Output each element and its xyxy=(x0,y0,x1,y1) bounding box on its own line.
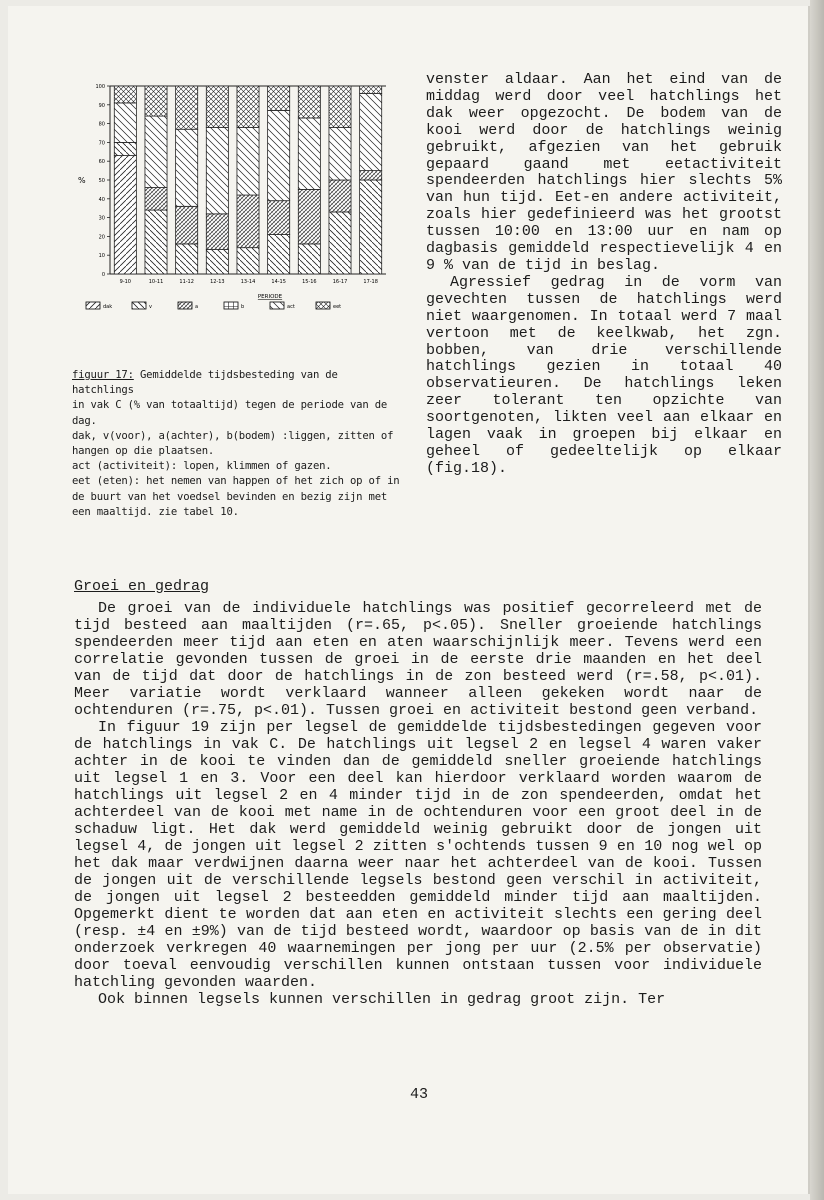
bar-segment-act xyxy=(360,94,382,171)
bar-segment-eet xyxy=(206,86,228,127)
bar-segment-a xyxy=(237,195,259,248)
x-tick-label: 15-16 xyxy=(302,279,317,285)
x-tick-label: 17-18 xyxy=(363,279,378,285)
caption-line: act (activiteit): lopen, klimmen of gazen. xyxy=(72,460,332,473)
bar-segment-eet xyxy=(360,86,382,94)
legend-label: a xyxy=(195,304,199,310)
paragraph: In figuur 19 zijn per legsel de gemiddelde tijdsbestedingen gegeven voor de hatchlings in vak C. De hatchlings uit legsel 2 en legsel 4 waren vaker achter in de kooi te vinden dan de gemiddeld sneller groeiende hatchlings uit legsel 1 en 3. Voor een deel kan hierdoor verklaard worden waarom de hatchlings uit legsel 2 en 4 minder tijd in de zon spendeerden, omdat het achterdeel van de kooi met name in de ochtenduren voor een groot deel in de schaduw ligt. Het dak werd gemiddeld weinig gebruikt door de jongen uit legsel 4, de jongen uit legsel 2 zitten s'ochtends tussen 9 en 10 nog wel op het dak maar verdwijnen daarna weer naar het achterdeel van de kooi. Tussen de jongen uit de verschillende legsels bestond geen verschil in activiteit, de jongen uit legsel 2 besteedden gemiddeld minder tijd aan maaltijden. Opgemerkt dient te worden dat aan eten en activiteit slechts een gering deel (resp. ±4 en ±9%) van de tijd besteed wordt, waardoor op basis van de in dit onderzoek verkregen 40 waarnemingen per jong per uur (2.5% per observatie) door toeval eenvoudig verschillen kunnen ontstaan tussen voor individuele hatchling gevonden waarden. xyxy=(74,719,762,991)
x-tick-label: 14-15 xyxy=(271,279,286,285)
bar-segment-eet xyxy=(145,86,167,116)
x-tick-label: 10-11 xyxy=(148,279,164,285)
bar-segment-act xyxy=(176,129,198,206)
y-tick-label: 80 xyxy=(98,121,105,128)
right-column xyxy=(426,72,782,478)
caption-line: dak, v(voor), a(achter), b(bodem) :liggen, zitten of xyxy=(72,429,394,442)
legend-swatch-eet xyxy=(316,302,330,309)
legend-label: eet xyxy=(333,304,342,310)
bar-segment-a xyxy=(329,180,351,212)
bar-segment-v xyxy=(298,244,320,274)
bar-segment-eet xyxy=(268,86,290,110)
caption-line: een maaltijd. zie tabel 10. xyxy=(72,505,239,518)
y-tick-label: 20 xyxy=(98,234,105,241)
bar-segment-v xyxy=(360,180,382,274)
legend-swatch-b xyxy=(224,302,238,309)
body-text xyxy=(74,600,762,1008)
bar-segment-a xyxy=(268,201,290,235)
legend-swatch-a xyxy=(178,302,192,309)
page-number: 43 xyxy=(410,1086,429,1103)
caption-line: hangen op die plaatsen. xyxy=(72,445,215,458)
bar-segment-a xyxy=(360,171,382,180)
bar-segment-eet xyxy=(329,86,351,127)
bar-segment-v xyxy=(268,235,290,274)
y-tick-label: 70 xyxy=(98,140,105,147)
y-tick-label: 10 xyxy=(98,253,105,260)
paragraph: Agressief gedrag in de vorm van gevechten tussen de hatchlings werd niet waargenomen. In totaal werd 7 maal vertoon met de keelkwab, het zgn. bobben, van drie verschillende hatchlings gezien in totaal 40 observatieuren. De hatchlings leken zeer tolerant ten opzichte van soortgenoten, likten veel aan elkaar en lagen vaak in groepen bij elkaar en geheel of gedeeltelijk op elkaar (fig.18). xyxy=(426,273,782,477)
stacked-bar-chart xyxy=(66,74,396,324)
paragraph: venster aldaar. Aan het eind van de middag werd door veel hatchlings het dak weer opgezocht. De bodem van de kooi werd door de hatchlings weinig gebruikt, afgezien van het gebruik gepaard gaand met eetactiviteit spendeerden hatchlings hier slechts 5% van hun tijd. Eet-en andere activiteit, zoals hier gedefinieerd was het grootst tussen 10:00 en 13:00 uur en nam op dagbasis gemiddeld respectievelijk 4 en 9 % van de tijd in beslag. xyxy=(426,71,782,274)
caption-label: figuur 17: xyxy=(72,369,134,381)
legend-swatch-v xyxy=(132,302,146,309)
x-tick-label: 16-17 xyxy=(332,279,348,285)
figure-caption xyxy=(72,368,400,520)
y-tick-label: 30 xyxy=(98,215,105,222)
legend-label: act xyxy=(287,304,295,310)
bar-segment-v xyxy=(237,248,259,274)
bar-segment-dak xyxy=(114,156,136,274)
page-edge xyxy=(810,0,824,1200)
bar-segment-a xyxy=(145,188,167,211)
y-tick-label: 50 xyxy=(98,178,105,184)
bar-segment-act xyxy=(145,116,167,187)
bar-segment-v xyxy=(206,250,228,274)
bar-segment-act xyxy=(268,110,290,200)
bar-segment-v xyxy=(329,212,351,274)
bar-segment-a xyxy=(206,214,228,250)
paragraph: Ook binnen legsels kunnen verschillen in gedrag groot zijn. Ter xyxy=(98,991,666,1008)
y-tick-label: 100 xyxy=(95,84,105,90)
legend-swatch-dak xyxy=(86,302,100,309)
bar-segment-eet xyxy=(298,86,320,118)
bar-segment-act xyxy=(237,127,259,195)
x-axis-label: PERIODE xyxy=(257,294,283,300)
caption-line: Gemiddelde tijdsbesteding van de hatchlings xyxy=(72,369,338,397)
y-tick-label: 60 xyxy=(98,159,105,166)
x-tick-label: 9-10 xyxy=(119,279,132,285)
legend-label: b xyxy=(241,304,245,310)
legend-swatch-act xyxy=(270,302,284,309)
y-tick-label: 40 xyxy=(98,196,105,203)
bar-segment-eet xyxy=(114,86,136,103)
y-tick-label: 90 xyxy=(98,102,105,109)
y-axis-label: % xyxy=(78,176,86,185)
bar-segment-v xyxy=(114,142,136,155)
bar-segment-v xyxy=(145,210,167,274)
paragraph: De groei van de individuele hatchlings was positief gecorreleerd met de tijd besteed aan maaltijden (r=.65, p<.05). Sneller groeiende hatchlings spendeerden meer tijd aan eten en aten waarschijnlijk meer. Tevens werd een correlatie gevonden tussen de groei in de eerste drie maanden en het deel van de tijd dat door de hatchlings in de zon besteed werd (r=.58, p<.01). Meer variatie wordt verklaard wanneer alleen gekeken wordt naar de ochtenduren (r=.75, p<.01). Tussen groei en activiteit bestond geen verband. xyxy=(74,600,762,719)
bar-segment-a xyxy=(298,189,320,244)
bar-segment-eet xyxy=(237,86,259,127)
bar-segment-a xyxy=(176,206,198,244)
bar-segment-act xyxy=(206,127,228,213)
caption-line: in vak C (% van totaaltijd) tegen de periode van de xyxy=(72,399,388,412)
figure-17-chart xyxy=(66,74,396,324)
bar-segment-act xyxy=(114,103,136,142)
caption-line: dag. xyxy=(72,414,97,427)
bar-segment-act xyxy=(298,118,320,189)
caption-line: de buurt van het voedsel bevinden en bezig zijn met xyxy=(72,490,388,503)
legend-label: v xyxy=(149,304,152,310)
bar-segment-act xyxy=(329,127,351,180)
legend-label: dak xyxy=(103,304,113,310)
bar-segment-eet xyxy=(176,86,198,129)
x-tick-label: 12-13 xyxy=(210,279,225,285)
section-title: Groei en gedrag xyxy=(74,578,210,595)
caption-line: eet (eten): het nemen van happen of het zich op of in xyxy=(72,475,400,488)
y-tick-label: 0 xyxy=(101,272,105,278)
x-tick-label: 11-12 xyxy=(179,279,194,285)
bar-segment-v xyxy=(176,244,198,274)
x-tick-label: 13-14 xyxy=(240,279,256,285)
